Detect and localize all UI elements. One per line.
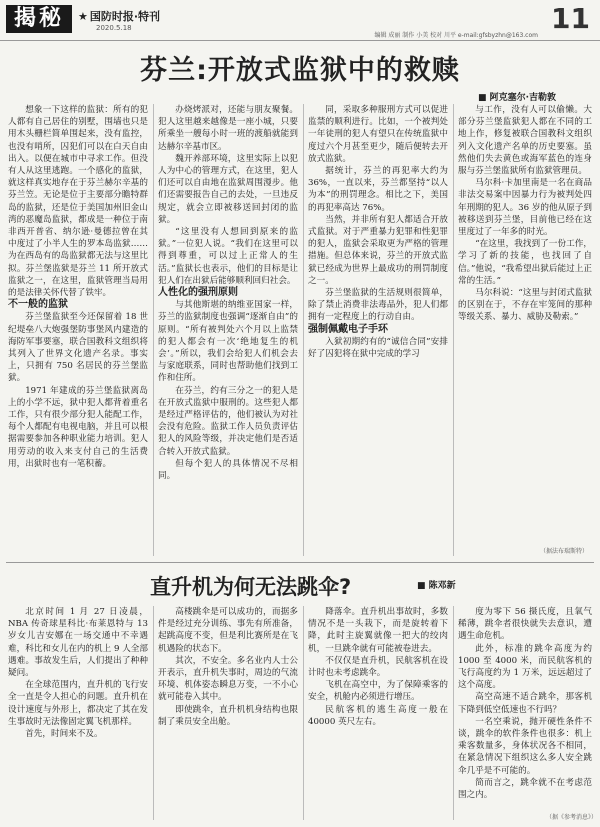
paragraph: 度为零下 56 摄氏度，且氧气稀薄，跳伞者很快就失去意识，遭遇生命危机。 [458,607,592,642]
section-subhead: 人性化的强刑原则 [158,287,238,299]
article1-column-4 [458,104,592,544]
article1-column-2 [158,104,298,556]
page-number: 11 [551,2,590,35]
paragraph: 芬兰堡监狱的生活规则很简单，除了禁止消费非法毒品外，犯人们都拥有一定程度上的行动自由。 [308,288,448,323]
star-icon: ★ [78,10,88,23]
paragraph: 在芬兰，约有三分之一的犯人是在开放式监狱中服刑的。这些犯人都是经过严格评估的，他们被认为对社会没有危险。监狱工作人员负责评估犯人的风险等级，并决定他们是否适合转入开放式监狱。 [158,385,298,457]
column-divider [453,606,454,820]
paragraph: “这里没有人想回到原来的监狱。”一位犯人说。“我们在这里可以得到尊重，可以过上正常人的生活。”监狱长也表示，他们的目标是让犯人们在出狱后能够顺利回归社会。 [158,227,298,286]
paragraph: 据统计，芬兰的再犯率大约为 36%，一直以来，芬兰都坚持“以人为本”的刑罚理念。相比之下，美国的再犯率高达 76%。 [308,166,448,213]
paragraph: 入狱初期约有的“诚信合同”安排好了囚犯将在狱中完成的学习 [308,336,448,360]
paragraph: 办烧烤派对，还能与朋友聚餐。犯人这里越来越像是一座小城，只要所乘坐一艘每小时一班的渡船就能到达赫尔辛基市区。 [158,105,298,152]
paragraph: 民航客机的逃生高度一般在 40000 英尺左右。 [308,704,448,727]
section-subhead: 强制佩戴电子手环 [308,323,388,335]
article2-column-2 [158,606,298,820]
paragraph: 北京时间 1 月 27 日凌晨，NBA 传奇球星科比·布莱恩特与 13 岁女儿吉安娜在一场交通中不幸遇难，科比和女儿在内的机上 9 人全部遇难。事故发生后，人们提出了种种疑问。 [8,607,148,679]
column-divider [453,104,454,556]
paragraph: 1971 年建成的芬兰堡监狱离岛上的小学不远，狱中犯人都背着重名工作，只有很少部分犯人能配工作，每个人都配有电视电脑，并且可以根据需要参加各种职业能力培训。犯人用劳动的收入来支付自己的生活费用，出狱时也有一笔积蓄。 [8,385,148,469]
paragraph: 想象一下这样的监狱：所有的犯人都有自己居住的别墅，围墙也只是用木头栅栏简单围起来，没有监控，也没有哨所，囚犯们可以在白天自由出入。以便在城市中寻求工作。但没有人从这里逃跑。一个感化的监狱，就这样真实地存在于芬兰赫尔辛基的芬兰笠。无论是位于主要部分瞻特群岛的监狱，还是位于美国加州旧金山湾的恶魔岛监狱，都成是一种位于南非西开普省、纳尔逊·曼德拉曾在其中度过了小半人生的罗本岛监狱……为在西岛有的岛监狱都无法与这里比拟。芬兰堡监狱是芬兰 11 所开放式监狱之一，在这里，监狱管理当局用的是法律关怀代替了铁牢。 [8,105,148,299]
paragraph: 不仅仅是直升机，民航客机在设计时也未考虑跳伞。 [308,655,448,679]
article2-credit: （据《参考消息》） [546,814,598,821]
paragraph: 魏开养部环境，这里实际上以犯人为中心的管理方式，在这里，犯人们还可以自由地在监狱周围漫步。他们还需要报告自己的去处，一旦违反规定，就会立即被移送回封闭的监狱。 [158,153,298,225]
paper-title-text: 国防时报·特刊 [89,10,161,23]
paragraph: 在全球范围内，直升机的飞行安全一直是令人担心的问题。直升机在设计速度与外形上，都决定了其在发生事故时无法像固定翼飞机那样。 [8,680,148,727]
paragraph: 降落伞。直升机出事故时，多数情况不是一头栽下，而是旋转着下降，此时主旋翼就像一把大的绞肉机，一旦跳伞就有可能被卷进去。 [308,607,448,654]
paper-date: 2020.5.18 [96,24,132,32]
column-divider [153,104,154,556]
article2-author: ■ 陈邓新 [417,581,456,591]
paragraph: 当然，并非所有犯人都适合开放式监狱。对于严重暴力犯罪和性犯罪的犯人，监狱会采取更为严格的管理措施。但总体来说，芬兰的开放式监狱已经成为世界上最成功的刑罚制度之一。 [308,214,448,286]
paragraph: 同，采取多种服刑方式可以促进监禁的顺利进行。比如，一个被判处一年徒刑的犯人有望只在传统监狱中度过六个月甚至更少，随后便转去开放式监狱。 [308,105,448,164]
article2-column-3 [308,606,448,820]
article1-headline: 芬兰:开放式监狱中的救赎 [140,55,460,86]
article1-column-3 [308,104,448,556]
paragraph: 飞机在高空中，为了保障乘客的安全，机舱内必须进行增压。 [308,680,448,703]
paragraph: 马尔科说：“这里与封闭式监狱的区别在于，不存在牢笼间的那种等级关系、暴力、威胁及勒索。” [458,288,592,323]
paragraph: 芬兰堡监狱至今还保留着 18 世纪堤垒八大炮强堡防事堡风内建造的海防军事要塞，联合国教科文组织将其列入了世界文化遗产名录。事实上，只拥有 750 名居民的芬兰堡监狱。 [8,312,148,384]
paragraph: 马尔科·卡加里南是一名在商品非法交易案中因暴力行为被判处四年刑期的犯人。36 岁的他从原子到被移送到芬兰堡，目前他已经在这里度过了一年多的时光。 [458,178,592,238]
paragraph: 此外，标准的跳伞高度为约 1000 至 4000 米，而民航客机的飞行高度约为 1 万米，远远超过了这个高度。 [458,643,592,691]
paragraph: 高空高速不适合跳伞，那客机下降到低空低速也不行吗？ [458,692,592,715]
article2-column-1 [8,606,148,820]
paragraph: 首先，时间来不及。 [25,729,103,740]
column-divider [153,606,154,820]
paragraph: 高楼跳伞是可以成功的，而据多件是经过充分训练、事先有所准备，起跳高度不变，但是利比赛所是在飞机遇险的状态下。 [158,607,298,654]
article2-column-4 [458,606,592,810]
column-divider [303,104,304,556]
masthead: 揭秘 [6,5,72,33]
paragraph: 与工作，没有人可以偷懒。大部分芬兰堡监狱犯人都在不同的工地上作，修复被联合国教科文组织列入文化遗产名单的历史要塞。虽然他们失去黄色或海军蓝色的连身服与芬兰堡监狱所有监狱管理员。 [458,105,592,177]
article2-headline: 直升机为何无法跳伞? [150,575,352,599]
article1-column-1 [8,104,148,556]
section-subhead: 不一般的监狱 [8,299,68,311]
paragraph: “在这里，我找到了一份工作，学习了新的技能，也找回了自信。”他说，“我希望出狱后能过上正常的生活。” [458,239,592,286]
article1-author: ■ 阿克塞尔·吉勒敦 [477,93,556,103]
article1-credit: （据法布瑞斯特） [540,548,589,555]
paragraph: 一名空乘说，抛开硬性条件不谈，跳伞的软件条件也很多：机上乘客数量多，身体状况各不相同，在紧急情况下组织这么多人安全跳伞几乎是不可能的。 [458,716,592,776]
paragraph: 与其他斯堪的纳维亚国家一样，芬兰的监狱制度也强调“逐渐自由”的原则。“所有被判处六个月以上监禁的犯人都会有一次‘绝地复生的机会’。”所以，我们会给犯人们机会去与家庭联系，同时也帮助他们找到工作和住所。 [158,300,298,384]
paper-title [78,8,160,24]
page-header [0,0,600,41]
article-divider [6,562,594,563]
column-divider [303,606,304,820]
paragraph: 即使跳伞，直升机机身结构也限制了乘员安全出舱。 [158,704,298,727]
paragraph: 但每个犯人的具体情况不尽相同。 [158,458,298,482]
paragraph: 其次，不安全。多名业内人士公开表示，直升机失事时，周边的气流环境、机体姿态瞬息万变，一不小心就可能卷入其中。 [158,655,298,703]
editor-credits: 编辑 成丽 制作 小美 校对 川平 e-mail:gfsbyzhn@163.com [374,32,538,39]
paragraph: 简而言之，跳伞就不在考虑范围之内。 [458,777,592,801]
